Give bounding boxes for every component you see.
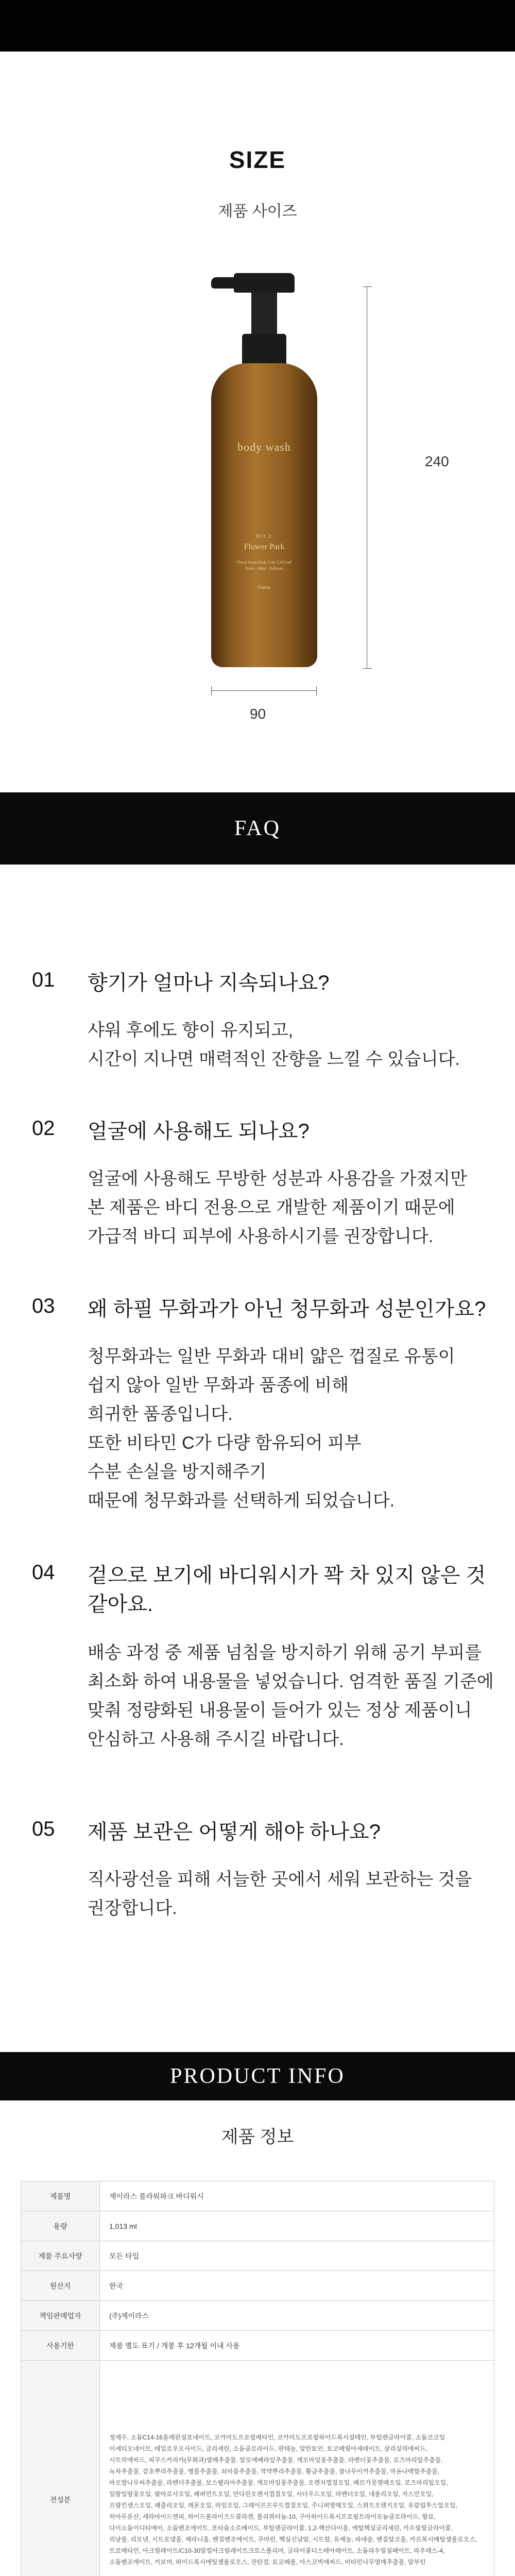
faq-answer-line: 권장합니다. (88, 1899, 177, 1918)
table-value (100, 2271, 494, 2301)
faq-banner: FAQ (0, 792, 515, 865)
faq-answer-line: 직사광선을 피해 서늘한 곳에서 세워 보관하는 것을 (88, 1870, 472, 1889)
table-value (100, 2211, 494, 2241)
ingredient-line: 소듐벤조에이트, 카보머, 하이드록시에틸셀룰로오스, 잔탄검, 토코페롤, 아스코빅애씨드, 비타민나무열매추출물, 알부틴 (109, 2558, 426, 2566)
faq-number: 02 (32, 1117, 55, 1140)
faq-answer-line: 또한 비타민 C가 다량 함유되어 피부 (88, 1433, 362, 1453)
faq-question: 얼굴에 사용해도 되나요? (88, 1120, 310, 1143)
table-row (21, 2301, 494, 2331)
table-key: 제품 주요사양 (21, 2241, 100, 2271)
faq-answer-line: 가급적 바디 피부에 사용하시기를 권장합니다. (88, 1227, 434, 1246)
product-info-banner: PRODUCT INFO (0, 2052, 515, 2100)
faq-answer-line: 안심하고 사용해 주시길 바랍니다. (88, 1730, 344, 1749)
faq-answer-line: 얼굴에 사용해도 무방한 성분과 사용감을 가졌지만 (88, 1169, 467, 1189)
bottle-label-main: body wash (237, 440, 291, 453)
faq-question: 겉으로 보기에 바디워시가 꽉 차 있지 않은 것 같아요. (88, 1564, 486, 1616)
faq-answer-line: 배송 과정 중 제품 넘침을 방지하기 위해 공기 부피를 (88, 1643, 482, 1663)
table-value-line: 한국 (109, 2281, 124, 2290)
pump-collar (242, 334, 286, 366)
size-subtitle: 제품 사이즈 (218, 203, 297, 220)
table-value (100, 2241, 494, 2271)
product-info-table (21, 2181, 494, 2576)
ingredient-line: 히아루론산, 세라마이드엔피, 하이드롤라이즈드콜라겐, 폴리쿼터늄-10, 구아하이드록시프로필트라이모늄클로라이드, 향료, (109, 2513, 436, 2520)
faq-answer-line: 샤워 후에도 향이 유지되고, (88, 1021, 294, 1040)
table-row (21, 2271, 494, 2301)
faq-answer (88, 1638, 500, 1754)
faq-answer (88, 1865, 500, 1923)
table-value (100, 2301, 494, 2331)
faq-answer-line: 시간이 지나면 매력적인 잔향을 느낄 수 있습니다. (88, 1049, 460, 1069)
faq-answer (88, 1164, 500, 1251)
bottle-label-no: NO.2 (255, 533, 273, 539)
table-key: 책임판매업자 (21, 2301, 100, 2331)
bottle-body (211, 363, 317, 667)
faq-answer-line: 쉽지 않아 일반 무화과 품종에 비해 (88, 1376, 349, 1395)
faq-number: 05 (32, 1818, 55, 1840)
width-dimension-left-tick (211, 686, 212, 696)
table-value-line: 모든 타입 (109, 2251, 139, 2260)
table-row (21, 2331, 494, 2361)
pump-stem (251, 293, 277, 334)
height-dimension-bottom-tick (363, 668, 372, 669)
table-row (21, 2241, 494, 2271)
bottle-label-small2: Fresh · Mild · Delicate (245, 566, 283, 571)
faq-answer-line: 청무화과는 일반 무화과 대비 얇은 껍질로 유통이 (88, 1347, 455, 1366)
ingredient-line: 리날룰, 리모넨, 시트로넬올, 제라니올, 벤질벤조에이트, 쿠마린, 헥실신남알, 시트랄, 유제놀, 파네솔, 벤질알코올, 카르복시메틸셀룰로오스, (109, 2535, 477, 2543)
faq-question: 제품 보관은 어떻게 해야 하나요? (88, 1821, 381, 1843)
ingredient-line: 시트릭애씨드, 피쿠스카리카(무화과)열매추출물, 알로에베라잎추출물, 캐모마일꽃추출물, 라벤더꽃추출물, 로즈마리잎추출물, (109, 2456, 443, 2464)
bottle-label-name: Flower Park (244, 543, 285, 551)
width-dimension-label: 90 (250, 706, 266, 722)
width-dimension-line (211, 690, 317, 691)
table-key: 용량 (21, 2211, 100, 2241)
table-value (100, 2181, 494, 2211)
table-value-line: 제품 별도 표기 / 개봉 후 12개월 이내 사용 (109, 2341, 240, 2350)
table-value (100, 2331, 494, 2361)
ingredient-line: 트로메타민, 아크릴레이트/C10-30알킬아크릴레이트크로스폴리머, 글라이콜디스테아레이트, 소듐라우릴설페이트, 라우레스-4, (109, 2547, 445, 2554)
height-dimension-label: 240 (425, 453, 449, 469)
faq-question: 향기가 얼마나 지속되나요? (88, 972, 330, 994)
table-key: 전성분 (21, 2361, 100, 2576)
ingredient-line: 정제수, 소듐C14-16올레핀설포네이트, 코카미도프로필베타인, 코카미도프로필하이드록시설테인, 부틸렌글라이콜, 소듐코코일 (109, 2433, 445, 2441)
faq-number: 01 (32, 969, 55, 991)
faq-answer (88, 1342, 500, 1515)
faq-answer-line: 맞춰 정량화된 내용물이 들어가 있는 정상 제품이니 (88, 1701, 472, 1720)
bottle-label-brand: Gessa (258, 585, 270, 590)
bottle-image (202, 273, 325, 670)
ingredient-line: 바오밥나무씨추출물, 라벤더추출물, 보스웰리아추출물, 캐모마일꽃추출물, 오렌지껍질오일, 베르가못열매오일, 로즈마리잎오일, (109, 2479, 448, 2486)
table-value-ingredients (100, 2361, 494, 2576)
faq-question: 왜 하필 무화과가 아닌 청무화과 성분인가요? (88, 1298, 486, 1320)
table-row (21, 2211, 494, 2241)
table-key: 원산지 (21, 2271, 100, 2301)
product-info-subtitle: 제품 정보 (221, 2127, 294, 2147)
top-black-bar (0, 0, 515, 52)
table-row (21, 2361, 494, 2576)
faq-answer-line: 수분 손실을 방지해주기 (88, 1462, 267, 1482)
ingredient-line: 녹차추출물, 감초뿌리추출물, 병풀추출물, 쇠비름추출물, 작약뿌리추출물, 황금추출물, 참나무이끼추출물, 마돈나백합추출물, (109, 2467, 440, 2475)
table-value-line: 1,013 ml (109, 2222, 137, 2230)
table-key: 사용기한 (21, 2331, 100, 2361)
ingredient-line: 프랑킨센스오일, 패출리오일, 레몬오일, 라임오일, 그레이프프루트껍질오일, 주니퍼열매오일, 스위트오렌지오일, 유칼립투스잎오일, (109, 2501, 457, 2509)
ingredient-line: 일랑일랑꽃오일, 팔마로사오일, 페퍼민트오일, 만다린오렌지껍질오일, 시더우드오일, 라벤더오일, 네롤리오일, 자스민오일, (109, 2490, 434, 2498)
width-dimension-right-tick (316, 686, 317, 696)
height-dimension-top-tick (363, 286, 372, 287)
table-value-line: (주)제이라스 (109, 2311, 149, 2320)
table-value-line: 제이라스 플라워파크 바디워시 (109, 2192, 204, 2200)
pump-nozzle (211, 277, 247, 289)
faq-answer-line: 때문에 청무화과를 선택하게 되었습니다. (88, 1491, 395, 1511)
table-row (21, 2181, 494, 2211)
ingredient-line: 다이소듐이디티에이, 소듐벤조에이트, 포타슘소르베이트, 부틸렌글라이콜, 1,2-헥산다이올, 에틸헥실글리세린, 카프릴릴글라이콜, (109, 2524, 453, 2532)
faq-answer-line: 희귀한 품종입니다. (88, 1404, 233, 1424)
faq-answer-line: 최소화 하여 내용물을 넣었습니다. 엄격한 품질 기준에 (88, 1672, 494, 1691)
ingredient-line: 이세티오네이트, 테일로우오사이드, 글리세린, 소듐클로라이드, 판테놀, 알란토인, 토코페릴아세테이트, 살리실릭애씨드, (109, 2445, 428, 2452)
faq-answer (88, 1016, 500, 1074)
faq-number: 03 (32, 1295, 55, 1317)
bottle-label-small1: Floral Scent Body Care 1,013 ml (237, 560, 291, 565)
table-key: 제품명 (21, 2181, 100, 2211)
faq-number: 04 (32, 1561, 55, 1584)
size-title: SIZE (229, 146, 286, 173)
faq-answer-line: 본 제품은 바디 전용으로 개발한 제품이기 때문에 (88, 1198, 455, 1217)
